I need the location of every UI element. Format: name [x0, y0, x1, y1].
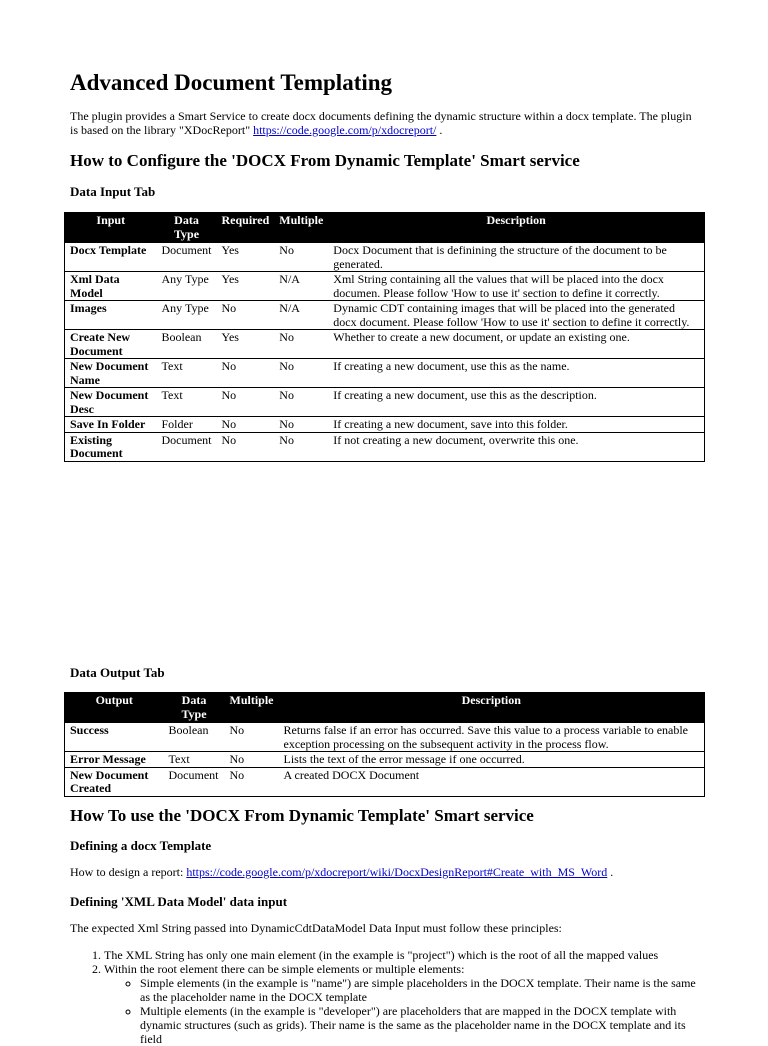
column-header: Data Type — [164, 693, 225, 723]
table-row — [65, 417, 705, 433]
description: If creating a new document, use this as the name. — [328, 359, 704, 388]
defining-xml-heading: Defining 'XML Data Model' data input — [70, 894, 288, 909]
multiple: No — [274, 243, 328, 272]
table-row — [65, 723, 705, 752]
description: If creating a new document, save into this folder. — [328, 417, 704, 433]
column-header: Data Type — [157, 213, 217, 243]
data-type: Any Type — [157, 272, 217, 301]
required: No — [217, 417, 275, 433]
list-item-text: The XML String has only one main element (in the example is "project") which is the root of all the mapped values — [104, 948, 659, 962]
data-type: Text — [164, 752, 225, 768]
description: Whether to create a new document, or update an existing one. — [328, 330, 704, 359]
multiple: No — [225, 752, 279, 768]
input-name: Save In Folder — [65, 417, 157, 433]
description: Xml String containing all the values that will be placed into the docx documen. Please follow 'How to use it' section to define it correctly. — [328, 272, 704, 301]
column-header: Description — [328, 213, 704, 243]
table-row — [65, 432, 705, 461]
list-item-text: Within the root element there can be simple elements or multiple elements: — [104, 962, 465, 976]
table-row — [65, 243, 705, 272]
input-tab-heading: Data Input Tab — [70, 184, 156, 199]
use-heading: How To use the 'DOCX From Dynamic Template' Smart service — [70, 806, 534, 825]
data-type: Text — [157, 359, 217, 388]
intro-paragraph — [70, 109, 700, 137]
defining-template-paragraph — [70, 865, 613, 879]
multiple: N/A — [274, 301, 328, 330]
sub-list — [104, 976, 704, 1046]
column-header: Description — [279, 693, 705, 723]
description: Docx Document that is definining the structure of the document to be generated. — [328, 243, 704, 272]
configure-heading: How to Configure the 'DOCX From Dynamic Template' Smart service — [70, 151, 580, 170]
output-name: Error Message — [65, 752, 164, 768]
column-header: Required — [217, 213, 275, 243]
defining-template-suffix: . — [607, 865, 614, 879]
output-table-header — [65, 693, 705, 723]
input-table-header — [65, 213, 705, 243]
multiple: No — [274, 330, 328, 359]
column-header: Output — [65, 693, 164, 723]
data-type: Boolean — [164, 723, 225, 752]
input-name: Xml Data Model — [65, 272, 157, 301]
intro-suffix: . — [436, 123, 443, 137]
data-type: Document — [164, 767, 225, 796]
required: Yes — [217, 243, 275, 272]
table-row — [65, 767, 705, 796]
output-name: New Document Created — [65, 767, 164, 796]
data-type: Any Type — [157, 301, 217, 330]
required: No — [217, 359, 275, 388]
output-name: Success — [65, 723, 164, 752]
required: No — [217, 388, 275, 417]
data-type: Text — [157, 388, 217, 417]
description: If not creating a new document, overwrite this one. — [328, 432, 704, 461]
description: Lists the text of the error message if one occurred. — [279, 752, 705, 768]
required: Yes — [217, 272, 275, 301]
input-name: Docx Template — [65, 243, 157, 272]
description: A created DOCX Document — [279, 767, 705, 796]
intro-text: The plugin provides a Smart Service to create docx documents defining the dynamic structure within a docx template. The plugin is based on the library "XDocReport" — [70, 109, 692, 137]
defining-xml-paragraph: The expected Xml String passed into DynamicCdtDataModel Data Input must follow these principles: — [70, 921, 562, 935]
multiple: No — [225, 767, 279, 796]
description: If creating a new document, use this as the description. — [328, 388, 704, 417]
column-header: Multiple — [274, 213, 328, 243]
docx-design-link[interactable]: https://code.google.com/p/xdocreport/wiki/DocxDesignReport#Create_with_MS_Word — [186, 865, 608, 879]
table-row — [65, 359, 705, 388]
table-row — [65, 388, 705, 417]
sub-list-item: ◦ Multiple elements (in the example is "developer") are placeholders that are mapped in the DOCX template with dynamic structures (such as grids). Their name is the same as the placeholder name in the DOCX template and its field — [140, 1004, 704, 1046]
multiple: No — [225, 723, 279, 752]
table-row — [65, 272, 705, 301]
data-type: Folder — [157, 417, 217, 433]
input-name: Create New Document — [65, 330, 157, 359]
description: Dynamic CDT containing images that will be placed into the generated docx document. Please follow 'How to use it' section to define it correctly. — [328, 301, 704, 330]
input-name: Existing Document — [65, 432, 157, 461]
multiple: N/A — [274, 272, 328, 301]
required: No — [217, 301, 275, 330]
multiple: No — [274, 417, 328, 433]
list-item — [104, 948, 704, 962]
table-row — [65, 330, 705, 359]
output-table — [64, 692, 705, 797]
principles-list — [70, 948, 704, 1046]
defining-template-text: How to design a report: — [70, 865, 187, 879]
column-header: Multiple — [225, 693, 279, 723]
input-name: New Document Desc — [65, 388, 157, 417]
multiple: No — [274, 359, 328, 388]
input-name: New Document Name — [65, 359, 157, 388]
sub-list-item: ◦ Simple elements (in the example is "name") are simple placeholders in the DOCX template. Their name is the same as the placeholder name in the DOCX template — [140, 976, 704, 1004]
input-table — [64, 212, 705, 462]
defining-template-heading: Defining a docx Template — [70, 838, 212, 853]
list-item — [104, 962, 704, 1046]
page-title: Advanced Document Templating — [70, 70, 393, 95]
xdocreport-link[interactable]: https://code.google.com/p/xdocreport/ — [253, 123, 437, 137]
output-tab-heading: Data Output Tab — [70, 665, 165, 680]
description: Returns false if an error has occurred. Save this value to a process variable to enable exception processing on the subsequent activity in the process flow. — [279, 723, 705, 752]
column-header: Input — [65, 213, 157, 243]
data-type: Document — [157, 432, 217, 461]
input-name: Images — [65, 301, 157, 330]
data-type: Boolean — [157, 330, 217, 359]
table-row — [65, 301, 705, 330]
required: No — [217, 432, 275, 461]
table-row — [65, 752, 705, 768]
multiple: No — [274, 432, 328, 461]
multiple: No — [274, 388, 328, 417]
required: Yes — [217, 330, 275, 359]
data-type: Document — [157, 243, 217, 272]
